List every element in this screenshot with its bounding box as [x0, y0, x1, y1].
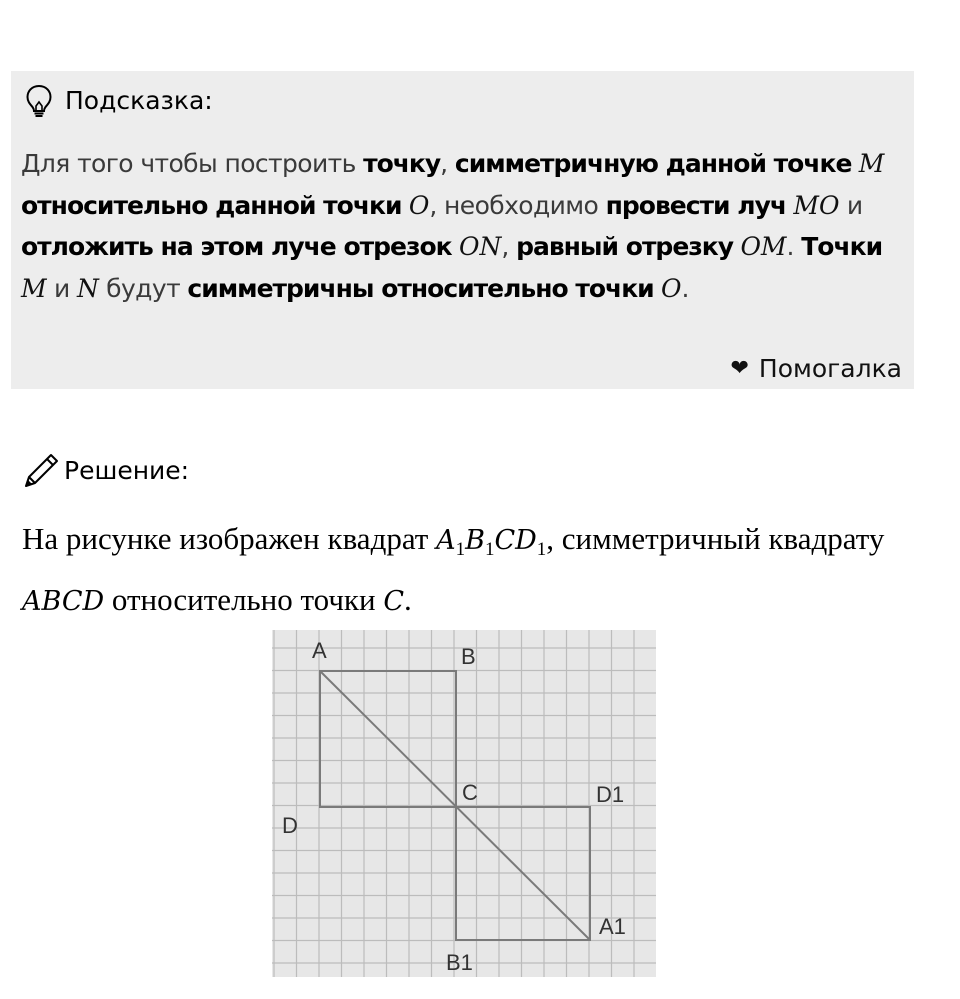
solution-title: Решение: — [64, 456, 190, 485]
solution-heading — [22, 452, 189, 490]
brand — [730, 351, 902, 387]
label-a1: A1 — [599, 914, 626, 939]
label-b1: B1 — [446, 950, 473, 975]
hint-heading — [25, 83, 213, 119]
label-c: C — [462, 780, 478, 805]
brand-name: Помогалка — [758, 354, 902, 383]
heart-icon: ❤ — [730, 356, 749, 381]
solution-text: На рисунке изображен квадрат $A_1B_1CD_1$, симметричный квадрату ABCD относительно точки C. — [22, 521, 885, 617]
label-b: B — [461, 644, 476, 669]
label-d: D — [282, 813, 298, 838]
hint-text: Для того чтобы построить точку, симметричную данной точке M относительно данной точки O, необходимо провести луч MO и отложить на этом луче отрезок ON, равный отрезку OM. Точки M и N будут симметричны относительно точки O. — [21, 149, 885, 303]
construction-figure — [272, 630, 656, 977]
label-d1: D1 — [596, 782, 625, 807]
lightbulb-icon — [25, 84, 53, 118]
hint-title: Подсказка: — [65, 86, 213, 115]
label-a: A — [312, 638, 327, 663]
hint-box — [11, 71, 914, 389]
pencil-icon — [22, 452, 60, 490]
